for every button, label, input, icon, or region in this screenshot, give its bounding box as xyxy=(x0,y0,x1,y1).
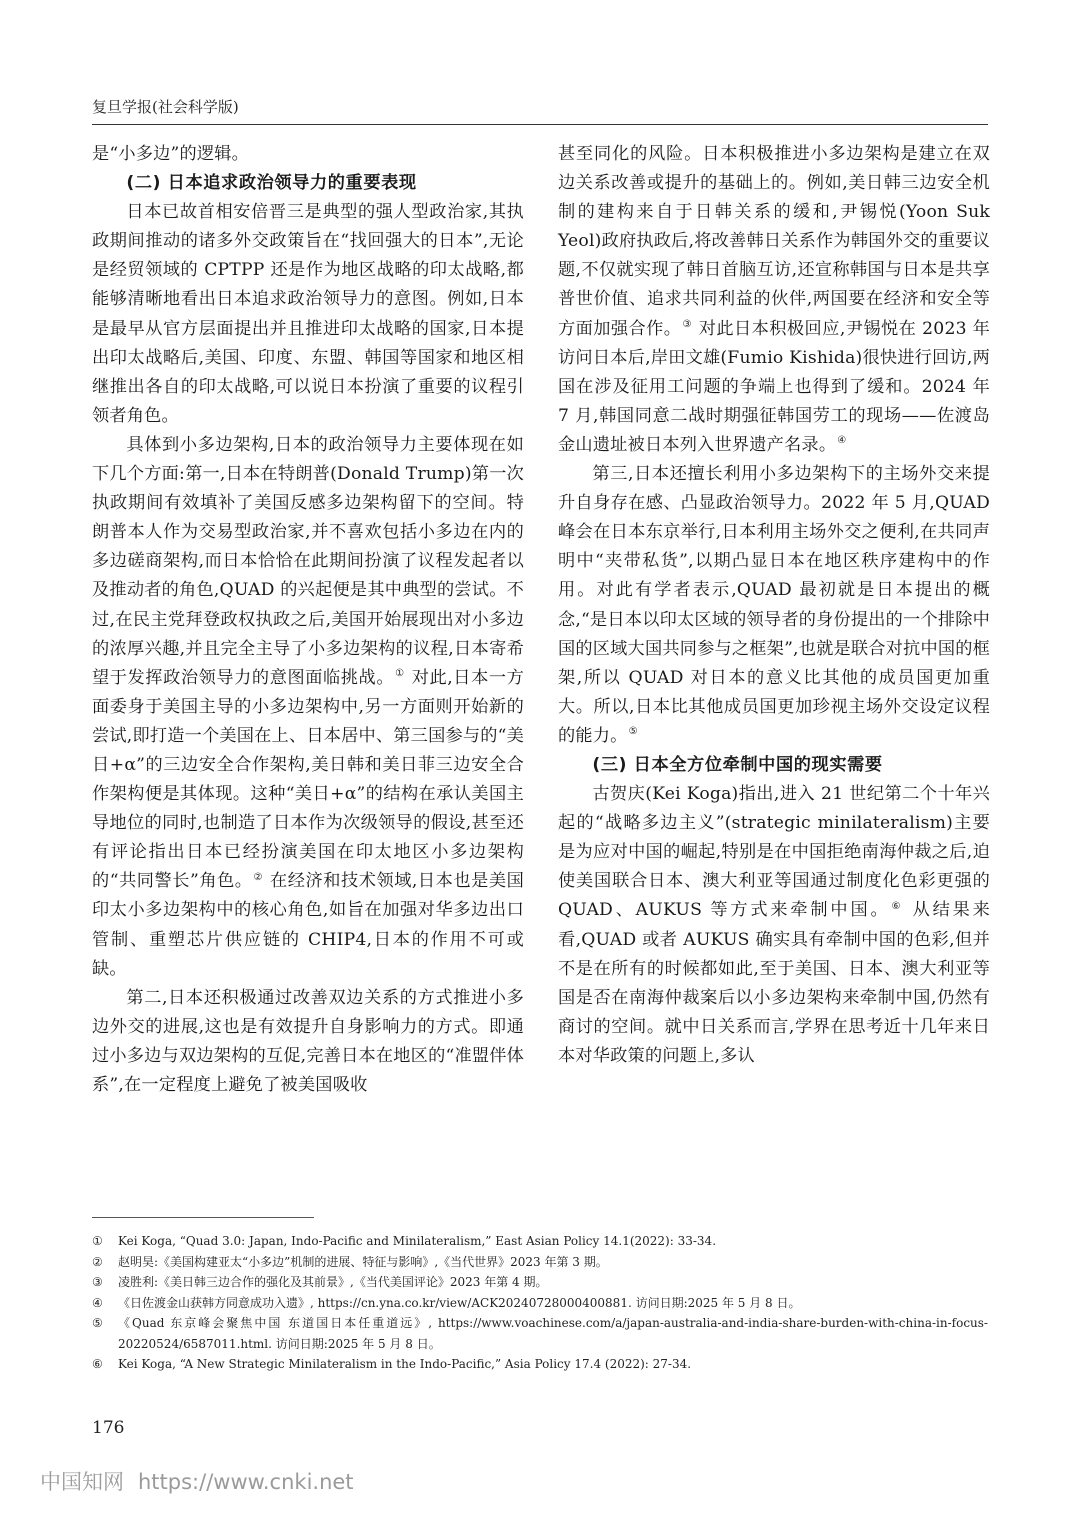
footnote-ref[interactable]: ① xyxy=(395,667,405,679)
journal-title: 复旦学报(社会科学版) xyxy=(92,98,239,116)
footnote-text: Kei Koga, “Quad 3.0: Japan, Indo-Pacific and Minilateralism,” East Asian Policy 14.1(2022): 33-34. xyxy=(118,1234,717,1248)
footnote-mark: ③ xyxy=(92,1275,103,1289)
paragraph-text: 对此日本积极回应,尹锡悦在 2023 年访问日本后,岸田文雄(Fumio Kishida)很快进行回访,两国在涉及征用工问题的争端上也得到了缓和。2024 年 7 月,韩国同意二战时期强征韩国劳工的现场——佐渡岛金山遗址被日本列入世界遗产名录。 xyxy=(558,318,991,455)
paragraph-text: 具体到小多边架构,日本的政治领导力主要体现在如下几个方面:第一,日本在特朗普(Donald Trump)第一次执政期间有效填补了美国反感多边架构留下的空间。特朗普本人作为交易型政治家,并不喜欢包括小多边在内的多边磋商架构,而日本恰恰在此期间扮演了议程发起者以及推动者的角色,QUAD 的兴起便是其中典型的尝试。不过,在民主党拜登政权执政之后,美国开始展现出对小多边的浓厚兴趣,并且完全主导了小多边架构的议程,日本寄希望于发挥政治领导力的意图面临挑战。 xyxy=(92,434,524,688)
footnote-text: 《日佐渡金山获韩方同意成功入遗》, https://cn.yna.co.kr/view/ACK20240728000400881. 访问日期:2025 年 5 月 8 日。 xyxy=(118,1295,801,1310)
paragraph-text: 第三,日本还擅长利用小多边架构下的主场外交来提升自身存在感、凸显政治领导力。2022 年 5 月,QUAD 峰会在日本东京举行,日本利用主场外交之便利,在共同声明中“夹带私货”,以期凸显日本在地区秩序建构中的作用。对此有学者表示,QUAD 最初就是日本提出的概念,“是日本以印太区域的领导者的身份提出的一个排除中国的区域大国共同参与之框架”,也就是联合对抗中国的框架,所以 QUAD 对日本的意义比其他的成员国更加重大。所以,日本比其他成员国更加珍视主场外交设定议程的能力。 xyxy=(558,464,990,746)
paragraph-text: 古贺庆(Kei Koga)指出,进入 21 世纪第二个十年兴起的“战略多边主义”(strategic minilateralism)主要是为应对中国的崛起,特别是在中国拒绝南海仲裁之后,迫使美国联合日本、澳大利亚等国通过制度化色彩更强的 QUAD、AUKUS 等方式来牵制中国。 xyxy=(558,784,990,921)
footnote xyxy=(92,1313,988,1354)
section-heading: (二) 日本追求政治领导力的重要表现 xyxy=(126,173,417,194)
paragraph-text: 对此,日本一方面委身于美国主导的小多边架构中,另一方面则开始新的尝试,即打造一个美国在上、日本居中、第三国参与的“美日+α”的三边安全合作架构,美日韩和美日菲三边安全合作架构便是其体现。这种“美日+α”的结构在承认美国主导地位的同时,也制造了日本作为次级领导的假设,甚至还有评论指出日本已经扮演美国在印太地区小多边架构的“共同警长”角色。 xyxy=(92,667,525,892)
footnote-mark: ⑥ xyxy=(92,1357,103,1371)
left-column xyxy=(92,140,524,1100)
watermark-url[interactable]: https://www.cnki.net xyxy=(138,1470,354,1494)
paragraph xyxy=(558,780,990,1071)
footnote-mark: ⑤ xyxy=(92,1316,103,1330)
paragraph: 第二,日本还积极通过改善双边关系的方式推进小多边外交的进展,这也是有效提升自身影响力的方式。即通过小多边与双边架构的互促,完善日本在地区的“准盟伴体系”,在一定程度上避免了被美国吸收 xyxy=(92,987,524,1095)
section-heading: (三) 日本全方位牵制中国的现实需要 xyxy=(592,754,883,775)
paragraph xyxy=(558,460,990,751)
footnote-text: Kei Koga, “A New Strategic Minilateralism in the Indo-Pacific,” Asia Policy 17.4 (2022): 27-34. xyxy=(118,1357,692,1371)
footnote-mark: ① xyxy=(92,1234,103,1248)
footnote-ref[interactable]: ④ xyxy=(837,435,847,447)
footnote-mark: ④ xyxy=(92,1295,103,1310)
paragraph xyxy=(558,140,990,460)
footnote xyxy=(92,1293,988,1314)
footnote-ref[interactable]: ③ xyxy=(682,318,692,330)
paragraph-text: 从结果来看,QUAD 或者 AUKUS 确实具有牵制中国的色彩,但并不是在所有的时候都如此,至于美国、日本、澳大利亚等国是否在南海仲裁案后以小多边架构来牵制中国,仍然有商讨的空间。就中日关系而言,学界在思考近十几年来日本对华政策的问题上,多认 xyxy=(558,900,990,1066)
footnote-text: 《Quad 东京峰会聚焦中国 东道国日本任重道远》, https://www.voachinese.com/a/japan-australia-and-india-share-burden-with-china-in-focus-20220524/6587011.html. 访问日期:2025 年 5 月 8 日。 xyxy=(118,1316,988,1351)
paragraph-text: 甚至同化的风险。日本积极推进小多边架构是建立在双边关系改善或提升的基础上的。例如,美日韩三边安全机制的建构来自于日韩关系的缓和,尹锡悦(Yoon Suk Yeol)政府执政后,将改善韩日关系作为韩国外交的重要议题,不仅就实现了韩日首脑互访,还宣称韩国与日本是共享普世价值、追求共同利益的伙伴,两国要在经济和安全等方面加强合作。 xyxy=(558,144,990,339)
paragraph: 是“小多边”的逻辑。 xyxy=(92,144,250,164)
footnote-ref[interactable]: ⑤ xyxy=(628,726,638,738)
header-rule xyxy=(92,124,988,125)
footnote xyxy=(92,1252,988,1273)
footnote xyxy=(92,1231,988,1252)
paragraph: 日本已故首相安倍晋三是典型的强人型政治家,其执政期间推动的诸多外交政策旨在“找回强大的日本”,无论是经贸领域的 CPTPP 还是作为地区战略的印太战略,都能够清晰地看出日本追求政治领导力的意图。例如,日本是最早从官方层面提出并且推进印太战略的国家,日本提出印太战略后,美国、印度、东盟、韩国等国家和地区相继推出各自的印太战略,可以说日本扮演了重要的议程引领者角色。 xyxy=(92,202,524,426)
footnote-ref[interactable]: ⑥ xyxy=(891,900,904,912)
footnote-mark: ② xyxy=(92,1254,103,1269)
page-number: 176 xyxy=(92,1418,125,1438)
footnote-rule xyxy=(92,1217,314,1218)
footnote-text: 凌胜利:《美日韩三边合作的强化及其前景》,《当代美国评论》2023 年第 4 期。 xyxy=(118,1275,548,1289)
watermark-brand: 中国知网 xyxy=(40,1470,124,1494)
footnote-text: 赵明昊:《美国构建亚太“小多边”机制的进展、特征与影响》,《当代世界》2023 年第 3 期。 xyxy=(118,1254,608,1269)
right-column xyxy=(558,140,990,1071)
footnote xyxy=(92,1354,988,1375)
footnote xyxy=(92,1272,988,1293)
paragraph xyxy=(92,431,524,984)
footnote-ref[interactable]: ② xyxy=(253,871,264,883)
footnotes xyxy=(92,1231,988,1375)
paragraph-text: 在经济和技术领域,日本也是美国印太小多边架构中的核心角色,如旨在加强对华多边出口管制、重塑芯片供应链的 CHIP4,日本的作用不可或缺。 xyxy=(92,871,524,979)
cnki-watermark xyxy=(40,1466,354,1496)
